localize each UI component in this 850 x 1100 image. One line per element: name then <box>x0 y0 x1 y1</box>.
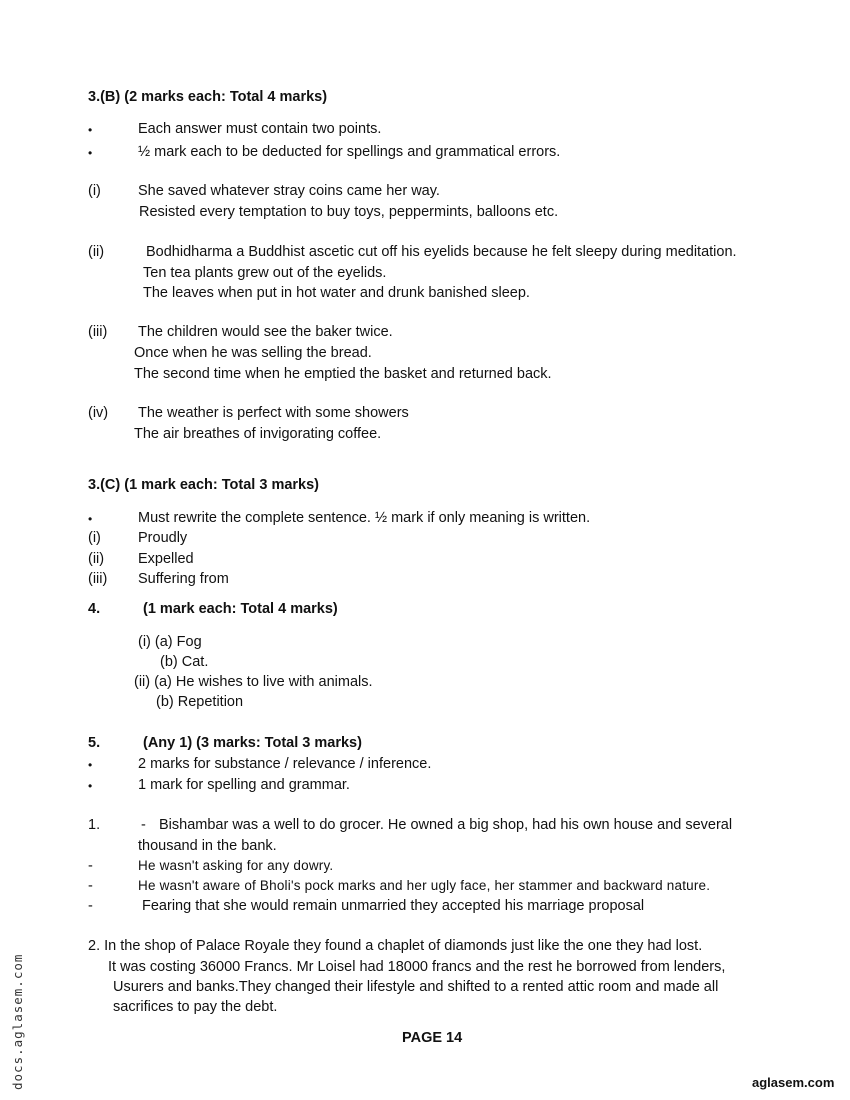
section-4-heading: (1 mark each: Total 4 marks) <box>143 601 338 617</box>
bullet-text: Each answer must contain two points. <box>138 121 382 137</box>
bullet-text: 1 mark for spelling and grammar. <box>138 777 350 793</box>
answer-line: Once when he was selling the bread. <box>134 345 372 361</box>
answer-line: (i) (a) Fog <box>138 634 202 650</box>
answer-line: The weather is perfect with some showers <box>138 405 409 421</box>
dash-marker: - <box>88 878 93 894</box>
answer-line: Resisted every temptation to buy toys, peppermints, balloons etc. <box>139 204 559 220</box>
answer-line: The air breathes of invigorating coffee. <box>134 426 382 442</box>
item-number: (ii) <box>88 244 105 260</box>
answer-line: thousand in the bank. <box>138 838 277 854</box>
answer-line: (ii) (a) He wishes to live with animals. <box>134 674 373 690</box>
item-number: (iv) <box>88 405 109 421</box>
dash-marker: - <box>88 898 93 914</box>
answer-line: Ten tea plants grew out of the eyelids. <box>143 265 387 281</box>
answer-line: Bishambar was a well to do grocer. He owned a big shop, had his own house and several <box>159 817 733 833</box>
answer-number: 1. <box>88 817 101 833</box>
bullet-icon: • <box>88 146 93 160</box>
bullet-text: ½ mark each to be deducted for spellings and grammatical errors. <box>138 144 561 160</box>
answer-line: Proudly <box>138 530 188 546</box>
dash-marker: - <box>141 817 146 833</box>
bullet-icon: • <box>88 123 93 137</box>
answer-line: The leaves when put in hot water and drunk banished sleep. <box>143 285 530 301</box>
section-5-heading: (Any 1) (3 marks: Total 3 marks) <box>143 735 362 751</box>
answer-line: She saved whatever stray coins came her way. <box>138 183 440 199</box>
bullet-text: 2 marks for substance / relevance / inference. <box>138 756 432 772</box>
item-number: (i) <box>88 530 101 546</box>
item-number: (ii) <box>88 551 105 567</box>
answer-line: sacrifices to pay the debt. <box>113 999 278 1015</box>
bullet-icon: • <box>88 779 93 793</box>
item-number: (iii) <box>88 324 108 340</box>
answer-line: The second time when he emptied the basket and returned back. <box>134 366 552 382</box>
answer-line: He wasn't aware of Bholi's pock marks and her ugly face, her stammer and backward nature. <box>138 878 711 893</box>
page-number: PAGE 14 <box>402 1030 463 1046</box>
section-number: 4. <box>88 601 101 617</box>
item-number: (iii) <box>88 571 108 587</box>
brand-footer: aglasem.com <box>752 1075 835 1090</box>
answer-line: Expelled <box>138 551 194 567</box>
answer-line: Fearing that she would remain unmarried they accepted his marriage proposal <box>142 898 645 914</box>
answer-line: It was costing 36000 Francs. Mr Loisel had 18000 francs and the rest he borrowed from lenders, <box>108 959 726 975</box>
watermark: docs.aglasem.com <box>10 953 25 1090</box>
bullet-icon: • <box>88 758 93 772</box>
answer-line: Usurers and banks.They changed their lifestyle and shifted to a rented attic room and made all <box>113 979 719 995</box>
dash-marker: - <box>88 858 93 874</box>
section-3b-heading: 3.(B) (2 marks each: Total 4 marks) <box>88 89 328 105</box>
answer-line: Suffering from <box>138 571 229 587</box>
answer-line: 2. In the shop of Palace Royale they found a chaplet of diamonds just like the one they had lost. <box>88 938 703 954</box>
answer-line: (b) Repetition <box>156 694 244 710</box>
section-3c-heading: 3.(C) (1 mark each: Total 3 marks) <box>88 477 320 493</box>
section-number: 5. <box>88 735 101 751</box>
answer-line: Bodhidharma a Buddhist ascetic cut off his eyelids because he felt sleepy during meditation. <box>146 244 737 260</box>
item-number: (i) <box>88 183 101 199</box>
answer-line: The children would see the baker twice. <box>138 324 393 340</box>
answer-line: (b) Cat. <box>160 654 209 670</box>
answer-line: He wasn't asking for any dowry. <box>138 858 334 873</box>
bullet-icon: • <box>88 512 93 526</box>
bullet-text: Must rewrite the complete sentence. ½ mark if only meaning is written. <box>138 510 591 526</box>
